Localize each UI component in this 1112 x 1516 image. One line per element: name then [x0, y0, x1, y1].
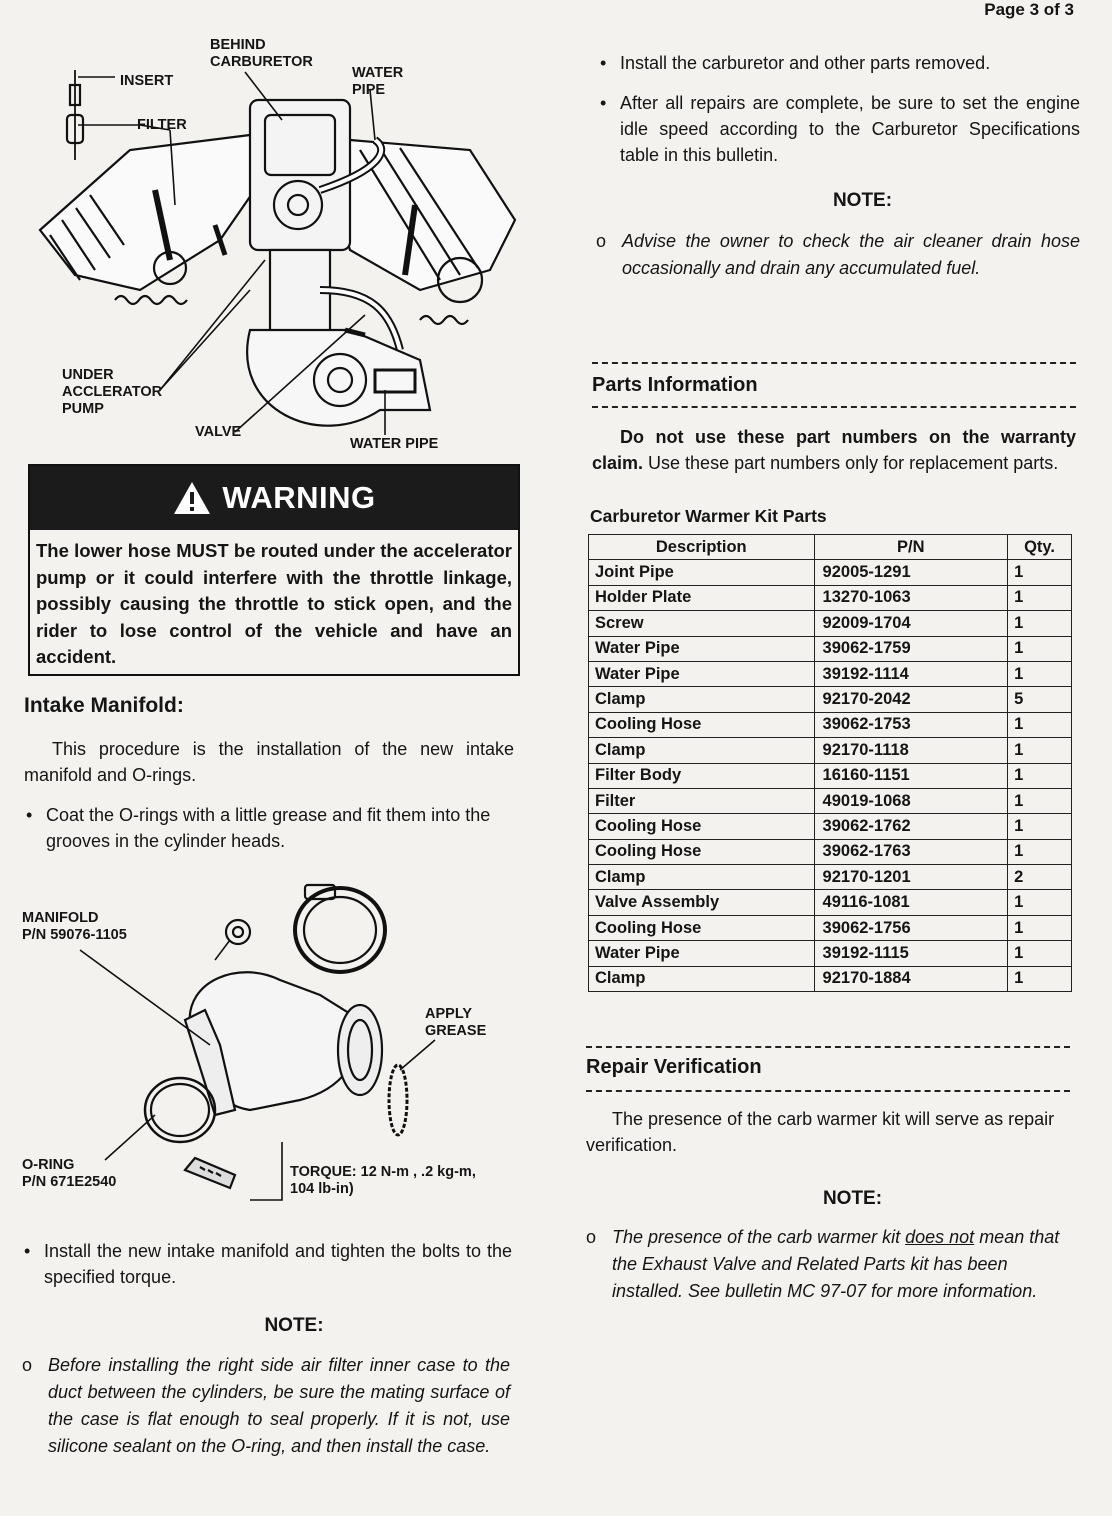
- table-row: [589, 814, 1072, 839]
- cell-quantity: 1: [1008, 839, 1072, 864]
- divider: [586, 1090, 1070, 1092]
- table-header-row: [589, 535, 1072, 560]
- bullet-dot-icon: •: [600, 53, 607, 73]
- cell-quantity: 5: [1008, 687, 1072, 712]
- page-number: Page 3 of 3: [984, 0, 1074, 19]
- cell-description: Valve Assembly: [589, 890, 815, 915]
- bullet-dot-icon: •: [24, 1241, 31, 1261]
- parts-intro-bold: Do not use these part numbers on the warranty claim.: [592, 427, 1076, 473]
- label-behind-carburetor: BEHIND CARBURETOR: [210, 37, 313, 70]
- column-header-pn: P/N: [814, 535, 1008, 560]
- cell-description: Clamp: [589, 966, 815, 991]
- cell-part-number: 13270-1063: [814, 585, 1008, 610]
- label-filter: FILTER: [137, 117, 187, 133]
- cell-part-number: 92170-2042: [814, 687, 1008, 712]
- cell-part-number: 16160-1151: [814, 763, 1008, 788]
- label-insert: INSERT: [120, 73, 174, 89]
- label-torque: TORQUE: 12 N-m , .2 kg-m, 104 lb-in): [290, 1164, 476, 1197]
- table-row: [589, 839, 1072, 864]
- cell-part-number: 49019-1068: [814, 788, 1008, 813]
- label-valve: VALVE: [195, 424, 242, 440]
- table-row: [589, 712, 1072, 737]
- cell-description: Water Pipe: [589, 661, 815, 686]
- cell-part-number: 39192-1115: [814, 941, 1008, 966]
- cell-quantity: 1: [1008, 661, 1072, 686]
- divider: [592, 406, 1076, 408]
- cell-description: Cooling Hose: [589, 712, 815, 737]
- cell-quantity: 2: [1008, 865, 1072, 890]
- warning-box: [28, 464, 520, 676]
- right-note1-title: NOTE:: [832, 190, 893, 211]
- warning-header: [30, 466, 518, 530]
- cell-description: Clamp: [589, 865, 815, 890]
- cell-part-number: 39062-1762: [814, 814, 1008, 839]
- warning-triangle-icon: [172, 480, 212, 516]
- bullet-dot-icon: •: [26, 805, 33, 825]
- cell-part-number: 39062-1753: [814, 712, 1008, 737]
- manifold-diagram: [20, 870, 520, 1210]
- cell-part-number: 49116-1081: [814, 890, 1008, 915]
- table-row: [589, 890, 1072, 915]
- cell-quantity: 1: [1008, 890, 1072, 915]
- cell-description: Screw: [589, 611, 815, 636]
- warning-title: WARNING: [222, 480, 376, 515]
- cell-description: Clamp: [589, 738, 815, 763]
- cell-quantity: 1: [1008, 738, 1072, 763]
- cell-quantity: 1: [1008, 788, 1072, 813]
- warning-text: The lower hose MUST be routed under the accelerator pump or it could interfere with the throttle linkage, possibly causing the throttle to stick open, and the rider to lose control of the vehicle and have an accident.: [36, 540, 512, 667]
- table-row: [589, 788, 1072, 813]
- cell-part-number: 92009-1704: [814, 611, 1008, 636]
- table-row: [589, 865, 1072, 890]
- label-oring: O-RING P/N 671E2540: [22, 1157, 117, 1190]
- cell-description: Holder Plate: [589, 585, 815, 610]
- right-bullet-1-text: Install the carburetor and other parts removed.: [620, 53, 991, 73]
- table-row: [589, 763, 1072, 788]
- cell-quantity: 1: [1008, 560, 1072, 585]
- cell-quantity: 1: [1008, 585, 1072, 610]
- cell-quantity: 1: [1008, 712, 1072, 737]
- cell-description: Clamp: [589, 687, 815, 712]
- label-water-pipe-bottom: WATER PIPE: [350, 436, 439, 452]
- cell-description: Water Pipe: [589, 636, 815, 661]
- cell-description: Cooling Hose: [589, 814, 815, 839]
- intake-manifold-heading: Intake Manifold:: [24, 694, 184, 717]
- cell-quantity: 1: [1008, 915, 1072, 940]
- table-row: [589, 738, 1072, 763]
- parts-information-heading: Parts Information: [592, 374, 758, 396]
- right-note2-title: NOTE:: [822, 1188, 883, 1209]
- table-row: [589, 611, 1072, 636]
- note-circle-icon: o: [586, 1227, 597, 1247]
- kit-parts-heading: Carburetor Warmer Kit Parts: [590, 506, 827, 526]
- cell-part-number: 39192-1114: [814, 661, 1008, 686]
- column-header-description: Description: [589, 535, 815, 560]
- cell-part-number: 92005-1291: [814, 560, 1008, 585]
- cell-part-number: 39062-1756: [814, 915, 1008, 940]
- intake-intro: This procedure is the installation of the new intake manifold and O-rings.: [24, 739, 514, 785]
- intake-bullet-2-text: Install the new intake manifold and tighten the bolts to the specified torque.: [44, 1241, 512, 1287]
- cell-description: Filter Body: [589, 763, 815, 788]
- cell-quantity: 1: [1008, 941, 1072, 966]
- label-manifold: MANIFOLD P/N 59076-1105: [22, 910, 127, 943]
- repair-verification-heading: Repair Verification: [586, 1056, 762, 1078]
- intake-bullet-1: [26, 802, 514, 854]
- column-header-qty: Qty.: [1008, 535, 1072, 560]
- intake-bullet-1-text: Coat the O-rings with a little grease and fit them into the grooves in the cylinder heads.: [46, 805, 491, 851]
- cell-part-number: 39062-1763: [814, 839, 1008, 864]
- right-note2-pre: The presence of the carb warmer kit: [612, 1227, 906, 1247]
- cell-description: Cooling Hose: [589, 839, 815, 864]
- cell-quantity: 1: [1008, 636, 1072, 661]
- cell-quantity: 1: [1008, 763, 1072, 788]
- label-apply-grease: APPLY GREASE: [425, 1006, 487, 1039]
- repair-text: The presence of the carb warmer kit will serve as repair verification.: [586, 1109, 1055, 1155]
- intake-note: [22, 1352, 510, 1460]
- intake-note-title: NOTE:: [264, 1315, 324, 1336]
- divider: [592, 362, 1076, 364]
- parts-intro: [592, 424, 1076, 476]
- table-row: [589, 560, 1072, 585]
- right-note2-underline: does not: [905, 1227, 975, 1247]
- right-note2-post: mean that the Exhaust Valve and Related Parts kit has been installed. See bulletin MC 97-07 for more information.: [612, 1227, 1060, 1301]
- table-row: [589, 687, 1072, 712]
- table-row: [589, 636, 1072, 661]
- right-note2: [586, 1224, 1070, 1305]
- label-water-pipe-top: WATER PIPE: [352, 65, 404, 98]
- cell-part-number: 92170-1118: [814, 738, 1008, 763]
- right-note1-text: Advise the owner to check the air cleaner drain hose occasionally and drain any accumulated fuel.: [622, 231, 1080, 278]
- bullet-dot-icon: •: [600, 93, 607, 113]
- cell-part-number: 92170-1201: [814, 865, 1008, 890]
- intake-bullet-2: [24, 1238, 512, 1290]
- cell-quantity: 1: [1008, 611, 1072, 636]
- table-row: [589, 915, 1072, 940]
- cell-part-number: 92170-1884: [814, 966, 1008, 991]
- cell-part-number: 39062-1759: [814, 636, 1008, 661]
- cell-description: Cooling Hose: [589, 915, 815, 940]
- parts-table: [588, 534, 1072, 992]
- table-row: [589, 941, 1072, 966]
- cell-quantity: 1: [1008, 966, 1072, 991]
- intake-note-text: Before installing the right side air filter inner case to the duct between the cylinders, be sure the mating surface of the case is flat enough to seal properly. If it is not, use silicone sealant on the O-ring, and then install the case.: [48, 1355, 510, 1456]
- table-row: [589, 966, 1072, 991]
- table-row: [589, 585, 1072, 610]
- cell-description: Joint Pipe: [589, 560, 815, 585]
- note-circle-icon: o: [22, 1355, 33, 1375]
- right-bullet-1: [600, 50, 1080, 76]
- right-note1: [596, 228, 1080, 282]
- cell-description: Filter: [589, 788, 815, 813]
- cell-quantity: 1: [1008, 814, 1072, 839]
- table-row: [589, 661, 1072, 686]
- divider: [586, 1046, 1070, 1048]
- engine-diagram: [20, 30, 520, 460]
- label-under-accelerator-pump: UNDER ACCLERATOR PUMP: [62, 367, 163, 417]
- cell-description: Water Pipe: [589, 941, 815, 966]
- note-circle-icon: o: [596, 231, 607, 251]
- parts-intro-rest: Use these part numbers only for replacement parts.: [643, 453, 1059, 473]
- right-bullet-2-text: After all repairs are complete, be sure to set the engine idle speed according to the Carburetor Specifications table in this bulletin.: [620, 93, 1080, 165]
- right-bullet-2: [600, 90, 1080, 168]
